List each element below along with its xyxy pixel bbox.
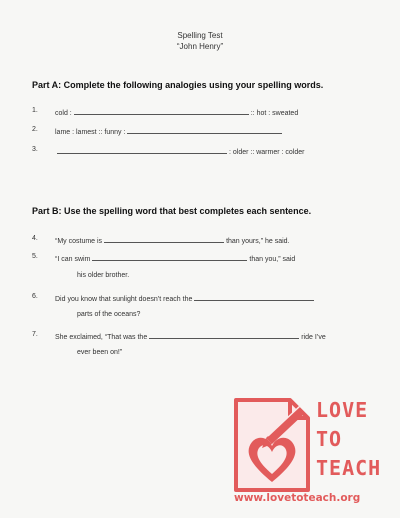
item-2 — [55, 126, 284, 136]
item-6-continuation: parts of the oceans? — [77, 311, 141, 318]
item-5-before: “I can swim — [55, 256, 91, 263]
item-4-blank[interactable] — [104, 235, 224, 243]
website-url[interactable]: www.lovetoteach.org — [234, 492, 361, 504]
document-heart-icon — [236, 400, 308, 490]
item-5-after: than you,” said — [249, 256, 296, 263]
item-2-before: lame : lamest :: funny : — [55, 129, 126, 136]
logo-word-love: LOVE — [316, 398, 369, 422]
item-4-before: “My costume is — [55, 238, 103, 245]
item-1-after: :: hot : sweated — [250, 110, 299, 117]
item-6-before: Did you know that sunlight doesn’t reach the — [55, 296, 193, 303]
worksheet-title: Spelling Test — [177, 31, 223, 40]
item-2-blank[interactable] — [127, 126, 282, 134]
item-7-blank[interactable] — [149, 331, 299, 339]
item-1-blank[interactable] — [74, 107, 249, 115]
worksheet-subtitle: “John Henry” — [176, 42, 224, 51]
item-1-number: 1. — [32, 107, 38, 114]
item-6-blank[interactable] — [194, 293, 314, 301]
item-7-number: 7. — [32, 331, 38, 338]
item-6 — [55, 293, 316, 303]
item-4 — [55, 235, 290, 245]
title-block — [0, 30, 400, 52]
part-a-heading: Part A: Complete the following analogies using your spelling words. — [32, 80, 324, 90]
part-b-heading: Part B: Use the spelling word that best completes each sentence. — [32, 206, 312, 216]
item-3-number: 3. — [32, 146, 38, 153]
item-5-blank[interactable] — [92, 253, 247, 261]
item-1 — [55, 107, 298, 117]
item-2-number: 2. — [32, 126, 38, 133]
item-1-before: cold : — [55, 110, 72, 117]
item-5-number: 5. — [32, 253, 38, 260]
item-7-before: She exclaimed, “That was the — [55, 334, 148, 341]
logo-word-to: TO — [316, 427, 343, 451]
item-7-continuation: ever been on!” — [77, 349, 123, 356]
item-6-number: 6. — [32, 293, 38, 300]
item-4-after: than yours,” he said. — [226, 238, 290, 245]
item-3-after: : older :: warmer : colder — [229, 149, 305, 156]
item-7-after: ride I’ve — [301, 334, 326, 341]
item-5 — [55, 253, 295, 263]
item-5-continuation: his older brother. — [77, 272, 130, 279]
logo-word-teach: TEACH — [316, 456, 382, 480]
item-3-blank[interactable] — [57, 146, 227, 154]
item-4-number: 4. — [32, 235, 38, 242]
item-3 — [55, 146, 304, 156]
item-7 — [55, 331, 326, 341]
